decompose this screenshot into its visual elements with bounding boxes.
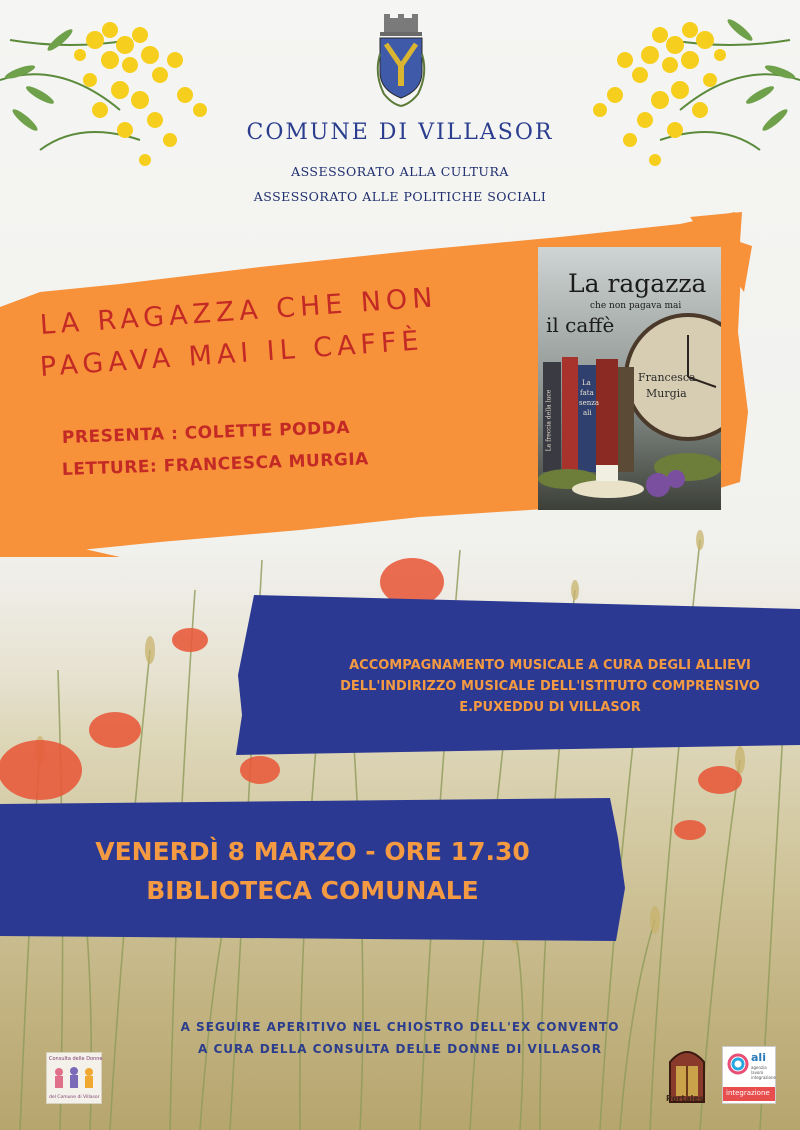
book-spine-line-3: senza: [579, 399, 600, 407]
music-line-2: DELL'INDIRIZZO MUSICALE DELL'ISTITUTO COMPRENSIVO: [340, 679, 760, 694]
comune-title: COMUNE DI VILLASOR: [246, 120, 554, 145]
book-title-main: La ragazza: [568, 269, 707, 298]
portales-logo-text: Portales: [666, 1094, 704, 1103]
consulta-logo-bottom-text: del Comune di Villasor: [49, 1095, 100, 1100]
book-author-first: Francesca: [638, 371, 696, 384]
book-spine-line-1: La: [582, 379, 591, 387]
ali-logo-band-text: integrazione: [726, 1089, 770, 1097]
assessorato-politiche-sociali: ASSESSORATO ALLE POLITICHE SOCIALI: [253, 189, 547, 204]
ali-logo-name: ali: [751, 1051, 766, 1064]
book-title-end: il caffè: [546, 313, 615, 337]
book-cover-image: [538, 247, 721, 510]
presenter-credit: PRESENTA : COLETTE PODDA: [61, 417, 351, 448]
book-spine-line-2: fata: [580, 389, 594, 397]
event-venue: BIBLIOTECA COMUNALE: [146, 876, 479, 905]
aperitivo-note: A SEGUIRE APERITIVO NEL CHIOSTRO DELL'EX CONVENTO: [180, 1020, 620, 1034]
event-title-line-1: LA RAGAZZA CHE NON: [38, 282, 439, 341]
villasor-crest-icon: [370, 14, 432, 110]
book-spine-line-4: ali: [583, 409, 592, 417]
consulta-logo-top-text: Consulta delle Donne: [49, 1056, 103, 1062]
organizer-note: A CURA DELLA CONSULTA DELLE DONNE DI VILLASOR: [198, 1042, 602, 1056]
event-date-time: VENERDÌ 8 MARZO - ORE 17.30: [95, 837, 530, 866]
book-author-last: Murgia: [646, 387, 687, 400]
music-line-3: E.PUXEDDU DI VILLASOR: [459, 700, 641, 715]
event-title-line-2: PAGAVA MAI IL CAFFÈ: [38, 325, 425, 383]
consulta-donne-logo: [46, 1052, 102, 1104]
mimosa-right-decoration: [560, 0, 800, 190]
ali-logo-sub-3: integrazione: [751, 1075, 776, 1080]
ali-swirl-icon: [727, 1053, 749, 1075]
portales-logo: [664, 1040, 710, 1106]
music-accompaniment-text: [300, 655, 800, 718]
assessorato-cultura: ASSESSORATO ALLA CULTURA: [291, 164, 509, 179]
women-figures-icon: [47, 1064, 101, 1094]
ali-logo-sub-1: agenzia: [751, 1065, 767, 1070]
ali-logo-sub-2: lavoro: [751, 1070, 764, 1075]
book-title-sub: che non pagava mai: [590, 301, 682, 311]
schedule-navy-band: [0, 798, 625, 941]
music-line-1: ACCOMPAGNAMENTO MUSICALE A CURA DEGLI ALLIEVI: [349, 658, 751, 673]
book-spine-title-1: La freccia della luce: [545, 389, 553, 452]
readings-credit: LETTURE: FRANCESCA MURGIA: [61, 449, 370, 480]
ali-integrazione-logo: [722, 1046, 776, 1104]
mimosa-left-decoration: [0, 0, 240, 190]
